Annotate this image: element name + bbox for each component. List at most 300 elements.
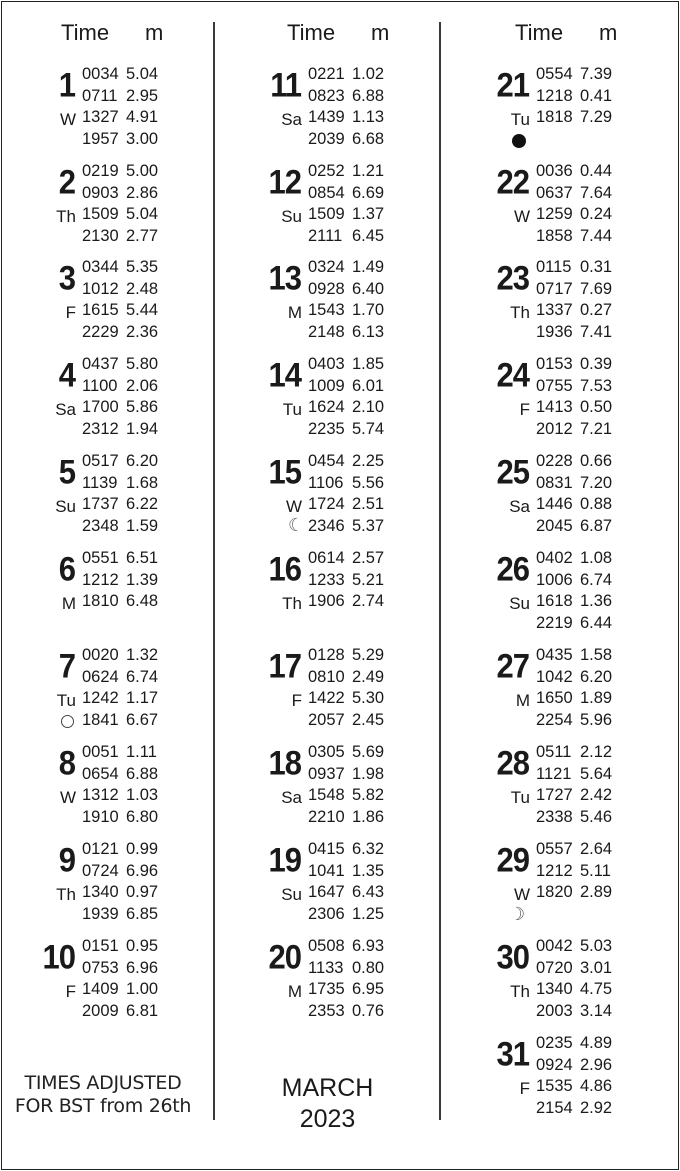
tide-row xyxy=(308,571,384,590)
day-entry xyxy=(494,1034,680,1130)
day-number: 5 xyxy=(58,452,75,492)
tide-time: 1041 xyxy=(308,861,345,880)
day-of-week: Sa xyxy=(55,400,76,419)
tide-time: 1139 xyxy=(82,473,118,492)
tide-time: 1548 xyxy=(308,786,345,805)
tide-row xyxy=(536,517,612,536)
tide-height: 2.92 xyxy=(580,1098,613,1117)
tide-row xyxy=(82,205,158,224)
tide-time: 2057 xyxy=(308,710,345,729)
tide-time: 0937 xyxy=(308,764,345,783)
tide-row xyxy=(536,711,612,730)
day-number: 15 xyxy=(268,452,301,492)
tide-height: 6.20 xyxy=(580,667,613,686)
tide-row xyxy=(82,808,158,827)
tide-height: 5.11 xyxy=(580,861,611,880)
day-entry xyxy=(266,162,466,258)
tide-height: 6.22 xyxy=(126,495,159,514)
tide-row xyxy=(308,668,384,687)
tide-height: 4.91 xyxy=(126,108,159,127)
tide-time: 0554 xyxy=(536,65,573,83)
tide-row xyxy=(536,205,612,224)
tide-row xyxy=(536,959,612,978)
tide-row xyxy=(308,301,384,320)
tide-time: 1650 xyxy=(536,689,573,708)
tide-row xyxy=(82,398,158,417)
day-entry xyxy=(40,937,240,1033)
tide-time: 0128 xyxy=(308,646,345,664)
day-number: 29 xyxy=(496,840,529,880)
day-number: 24 xyxy=(496,355,529,395)
tide-row xyxy=(82,495,158,514)
tide-height: 1.36 xyxy=(580,592,613,611)
tide-height: 7.64 xyxy=(580,183,613,202)
tide-row xyxy=(536,840,612,859)
tide-time: 1006 xyxy=(536,570,573,589)
tide-row xyxy=(308,162,384,181)
tide-time: 0924 xyxy=(536,1055,573,1074)
tide-row xyxy=(536,1002,612,1021)
tide-time: 2012 xyxy=(536,419,573,438)
tide-row xyxy=(536,227,612,246)
tide-height: 5.46 xyxy=(580,807,613,826)
tide-row xyxy=(308,765,384,784)
tide-height: 3.01 xyxy=(580,958,613,977)
tide-height: 0.97 xyxy=(126,883,159,902)
day-number: 22 xyxy=(496,162,529,202)
tide-time: 1906 xyxy=(308,592,345,611)
day-of-week: M xyxy=(287,303,302,322)
day-entry xyxy=(494,452,680,548)
tide-time: 1910 xyxy=(82,807,119,826)
tide-height: 1.49 xyxy=(352,258,385,276)
full-moon-icon xyxy=(61,715,74,728)
tide-height: 2.25 xyxy=(352,452,385,470)
tide-time: 0810 xyxy=(308,667,345,686)
tide-height: 7.41 xyxy=(580,322,613,341)
day-of-week: Sa xyxy=(281,788,302,807)
tide-time: 2338 xyxy=(536,807,573,826)
day-of-week: W xyxy=(285,497,302,516)
day-number: 16 xyxy=(268,549,301,589)
tide-height: 0.39 xyxy=(580,355,613,373)
tide-height: 1.59 xyxy=(126,516,159,535)
month-year-label xyxy=(250,1073,405,1135)
day-entry xyxy=(40,258,240,354)
tide-time: 1422 xyxy=(308,689,345,708)
tide-height: 2.57 xyxy=(352,549,385,567)
tide-height: 1.85 xyxy=(352,355,385,373)
day-number: 2 xyxy=(58,162,75,202)
day-of-week: Tu xyxy=(282,400,302,419)
tide-row xyxy=(308,323,384,342)
tide-time: 1615 xyxy=(82,301,119,320)
tide-height: 2.48 xyxy=(126,279,159,298)
bst-note-line: FOR BST from 26th xyxy=(14,1095,192,1117)
tide-row xyxy=(536,65,612,84)
tide-time: 1939 xyxy=(82,904,119,923)
tide-height: 4.86 xyxy=(580,1077,613,1096)
day-number: 27 xyxy=(496,646,529,686)
bst-note-line: TIMES ADJUSTED xyxy=(24,1072,182,1094)
tide-time: 0724 xyxy=(82,861,119,880)
tide-height: 5.74 xyxy=(352,419,385,438)
tide-height: 0.80 xyxy=(352,958,385,977)
tide-time: 0637 xyxy=(536,183,573,202)
tide-row xyxy=(308,592,384,611)
day-entry xyxy=(494,840,680,936)
tide-time: 0151 xyxy=(82,937,119,955)
tide-row xyxy=(82,130,158,149)
tide-time: 0654 xyxy=(82,764,119,783)
tide-row xyxy=(82,862,158,881)
day-entry xyxy=(494,355,680,451)
tide-time: 0115 xyxy=(536,258,572,276)
tide-height: 1.39 xyxy=(126,570,159,589)
tide-row xyxy=(82,474,158,493)
tide-time: 0051 xyxy=(82,743,119,761)
day-number: 28 xyxy=(496,743,529,783)
tide-row xyxy=(82,980,158,999)
tide-height: 6.96 xyxy=(126,958,159,977)
tide-height: 1.02 xyxy=(352,65,385,83)
height-header: m xyxy=(371,20,390,45)
tide-row xyxy=(536,1034,612,1053)
tide-row xyxy=(308,980,384,999)
tide-time: 2254 xyxy=(536,710,573,729)
tide-time: 0403 xyxy=(308,355,345,373)
tide-height: 0.76 xyxy=(352,1001,385,1020)
tide-row xyxy=(82,420,158,439)
tide-height: 6.20 xyxy=(126,452,159,470)
tide-row xyxy=(536,87,612,106)
tide-time: 1936 xyxy=(536,322,573,341)
tide-row xyxy=(536,474,612,493)
tide-height: 7.69 xyxy=(580,279,613,298)
time-header: Time xyxy=(515,20,564,45)
tide-row xyxy=(536,862,611,881)
day-entry xyxy=(266,840,466,936)
day-entry xyxy=(40,355,240,451)
tide-row xyxy=(308,937,384,956)
day-number: 19 xyxy=(268,840,301,880)
tide-time: 1737 xyxy=(82,495,119,514)
tide-height: 6.69 xyxy=(352,183,385,202)
day-number: 13 xyxy=(268,258,301,298)
tide-time: 0153 xyxy=(536,355,573,373)
tide-row xyxy=(536,646,612,665)
tide-row xyxy=(308,743,384,762)
tide-row xyxy=(308,549,384,568)
tide-row xyxy=(308,959,384,978)
tide-row xyxy=(536,743,612,762)
tide-height: 2.89 xyxy=(580,883,613,902)
tide-time: 1340 xyxy=(82,883,119,902)
tide-row xyxy=(536,592,612,611)
tide-time: 0435 xyxy=(536,646,573,664)
tide-time: 1858 xyxy=(536,226,573,245)
tide-row xyxy=(82,323,158,342)
tide-row xyxy=(536,377,612,396)
tide-row xyxy=(308,87,384,106)
tide-time: 0903 xyxy=(82,183,119,202)
tide-height: 2.06 xyxy=(126,376,159,395)
tide-time: 0711 xyxy=(82,86,118,105)
day-entry xyxy=(266,743,466,839)
day-number: 11 xyxy=(270,65,301,105)
day-of-week: Tu xyxy=(56,691,76,710)
tide-height: 1.89 xyxy=(580,689,613,708)
tide-time: 1340 xyxy=(536,980,573,999)
time-header: Time xyxy=(61,20,110,45)
tide-time: 1624 xyxy=(308,398,345,417)
tide-row xyxy=(308,1002,384,1021)
day-of-week: Th xyxy=(56,885,76,904)
tide-time: 2111 xyxy=(308,226,343,245)
tide-row xyxy=(308,689,384,708)
day-number: 23 xyxy=(496,258,529,298)
tide-height: 6.74 xyxy=(580,570,613,589)
tide-height: 1.37 xyxy=(352,205,385,224)
tide-height: 0.41 xyxy=(580,86,613,105)
tide-time: 2154 xyxy=(536,1098,573,1117)
tide-row xyxy=(536,689,612,708)
tide-time: 1242 xyxy=(82,689,119,708)
tide-time: 0020 xyxy=(82,646,119,664)
tide-height: 6.88 xyxy=(352,86,385,105)
tide-time: 1133 xyxy=(308,958,344,977)
tide-time: 2312 xyxy=(82,419,119,438)
day-of-week: Su xyxy=(281,207,302,226)
tide-row xyxy=(308,517,384,536)
day-of-week: Su xyxy=(509,594,530,613)
tide-height: 1.58 xyxy=(580,646,613,664)
tide-time: 0720 xyxy=(536,958,573,977)
tide-height: 0.99 xyxy=(126,840,159,858)
tide-height: 0.88 xyxy=(580,495,613,514)
tide-height: 7.21 xyxy=(580,419,613,438)
day-of-week: F xyxy=(519,1079,530,1098)
tide-height: 6.68 xyxy=(352,129,385,148)
tide-row xyxy=(82,162,158,181)
day-entry xyxy=(266,258,466,354)
day-of-week: F xyxy=(519,400,530,419)
tide-height: 6.93 xyxy=(352,937,385,955)
day-of-week: Th xyxy=(56,207,76,226)
tide-time: 2148 xyxy=(308,322,345,341)
tide-time: 0624 xyxy=(82,667,119,686)
tide-time: 1439 xyxy=(308,108,345,127)
tide-time: 1724 xyxy=(308,495,345,514)
tide-row xyxy=(82,937,158,956)
day-number: 7 xyxy=(58,646,75,686)
day-entry xyxy=(266,646,466,742)
tide-row xyxy=(82,840,158,859)
tide-height: 6.80 xyxy=(126,807,159,826)
tide-row xyxy=(536,808,612,827)
tide-row xyxy=(82,258,158,277)
tide-time: 2229 xyxy=(82,322,119,341)
day-number: 1 xyxy=(58,65,75,105)
day-of-week: Sa xyxy=(281,110,302,129)
tide-height: 2.51 xyxy=(352,495,385,514)
day-of-week: Tu xyxy=(510,110,530,129)
day-number: 6 xyxy=(58,549,75,589)
tide-time: 1509 xyxy=(82,205,119,224)
day-number: 4 xyxy=(58,355,75,395)
tide-row xyxy=(82,280,158,299)
tide-time: 1618 xyxy=(536,592,573,611)
tide-time: 1218 xyxy=(536,86,573,105)
tide-time: 1535 xyxy=(536,1077,573,1096)
tide-row xyxy=(308,398,384,417)
tide-time: 0511 xyxy=(536,743,572,761)
tide-time: 1009 xyxy=(308,376,345,395)
day-entry xyxy=(40,549,240,645)
day-number: 10 xyxy=(42,937,75,977)
tide-height: 0.95 xyxy=(126,937,159,955)
tide-height: 5.64 xyxy=(580,764,613,783)
tide-height: 1.68 xyxy=(126,473,159,492)
day-entry xyxy=(266,937,466,1033)
tide-row xyxy=(536,108,612,127)
tide-row xyxy=(82,711,158,730)
tide-time: 0823 xyxy=(308,86,345,105)
day-number: 3 xyxy=(58,258,75,298)
tide-row xyxy=(536,1099,612,1118)
tide-time: 1233 xyxy=(308,570,345,589)
tide-row xyxy=(82,355,158,374)
tide-row xyxy=(82,959,158,978)
tide-time: 0854 xyxy=(308,183,345,202)
tide-row xyxy=(308,883,384,902)
tide-height: 5.69 xyxy=(352,743,385,761)
day-number: 26 xyxy=(496,549,529,589)
tide-row xyxy=(308,227,384,246)
day-of-week: W xyxy=(59,110,76,129)
tide-height: 1.35 xyxy=(352,861,385,880)
tide-time: 0551 xyxy=(82,549,119,567)
tide-row xyxy=(308,646,384,665)
tide-row xyxy=(536,323,612,342)
day-entry xyxy=(40,65,240,161)
tide-time: 0831 xyxy=(536,473,573,492)
tide-height: 1.03 xyxy=(126,786,159,805)
tide-time: 1409 xyxy=(82,980,119,999)
tide-row xyxy=(82,377,158,396)
tide-row xyxy=(536,765,612,784)
tide-time: 0221 xyxy=(308,65,345,83)
tide-time: 1841 xyxy=(82,710,119,729)
tide-row xyxy=(536,280,612,299)
tide-row xyxy=(308,474,384,493)
day-entry xyxy=(40,840,240,936)
day-number: 8 xyxy=(58,743,75,783)
tide-time: 0717 xyxy=(536,279,573,298)
tide-time: 0402 xyxy=(536,549,573,567)
tide-time: 0324 xyxy=(308,258,345,276)
tide-height: 0.50 xyxy=(580,398,613,417)
tide-row xyxy=(82,646,158,665)
day-of-week: Sa xyxy=(509,497,530,516)
tide-height: 5.82 xyxy=(352,786,385,805)
tide-height: 2.64 xyxy=(580,840,613,858)
tide-time: 2353 xyxy=(308,1001,345,1020)
tide-height: 5.96 xyxy=(580,710,613,729)
tide-height: 0.66 xyxy=(580,452,613,470)
tide-height: 5.44 xyxy=(126,301,159,320)
tide-time: 1121 xyxy=(536,764,572,783)
day-number: 14 xyxy=(268,355,301,395)
tide-row xyxy=(536,980,612,999)
tide-height: 7.53 xyxy=(580,376,613,395)
tide-time: 0305 xyxy=(308,743,345,761)
tide-row xyxy=(536,184,612,203)
tide-height: 6.32 xyxy=(352,840,385,858)
tide-row xyxy=(308,355,384,374)
tide-height: 2.96 xyxy=(580,1055,613,1074)
tide-height: 5.86 xyxy=(126,398,159,417)
time-header: Time xyxy=(287,20,336,45)
day-entry xyxy=(494,162,680,258)
tide-row xyxy=(82,108,158,127)
tide-time: 1312 xyxy=(82,786,119,805)
tide-height: 6.67 xyxy=(126,710,159,729)
tide-row xyxy=(308,495,384,514)
tide-row xyxy=(82,592,158,611)
tide-height: 2.45 xyxy=(352,710,385,729)
tide-height: 7.44 xyxy=(580,226,613,245)
tide-height: 6.74 xyxy=(126,667,159,686)
day-entry xyxy=(266,549,466,645)
tide-time: 0415 xyxy=(308,840,345,858)
tide-height: 6.81 xyxy=(126,1001,159,1020)
tide-time: 1212 xyxy=(536,861,573,880)
tide-height: 5.80 xyxy=(126,355,159,373)
tide-time: 0454 xyxy=(308,452,345,470)
day-entry xyxy=(40,646,240,742)
tide-time: 0517 xyxy=(82,452,119,470)
tide-height: 2.95 xyxy=(126,86,159,105)
tide-height: 7.39 xyxy=(580,65,613,83)
tide-row xyxy=(308,452,384,471)
tide-height: 2.42 xyxy=(580,786,613,805)
tide-time: 1818 xyxy=(536,108,573,127)
tide-row xyxy=(82,227,158,246)
tide-time: 1957 xyxy=(82,129,119,148)
tide-time: 2210 xyxy=(308,807,345,826)
tide-height: 2.10 xyxy=(352,398,385,417)
tide-row xyxy=(536,1056,612,1075)
day-of-week: M xyxy=(287,982,302,1001)
day-number: 25 xyxy=(496,452,529,492)
tide-time: 2045 xyxy=(536,516,573,535)
tide-time: 1543 xyxy=(308,301,345,320)
tide-height: 0.31 xyxy=(580,258,613,276)
day-entry xyxy=(40,162,240,258)
tide-time: 0437 xyxy=(82,355,119,373)
day-of-week: M xyxy=(61,594,76,613)
tide-row xyxy=(82,668,158,687)
tide-height: 1.11 xyxy=(126,743,157,761)
day-number: 30 xyxy=(496,937,529,977)
tide-height: 6.96 xyxy=(126,861,159,880)
tide-height: 3.14 xyxy=(580,1001,613,1020)
tide-height: 5.29 xyxy=(352,646,385,664)
tide-time: 1700 xyxy=(82,398,119,417)
tide-height: 1.00 xyxy=(126,980,159,999)
tide-time: 0557 xyxy=(536,840,573,858)
